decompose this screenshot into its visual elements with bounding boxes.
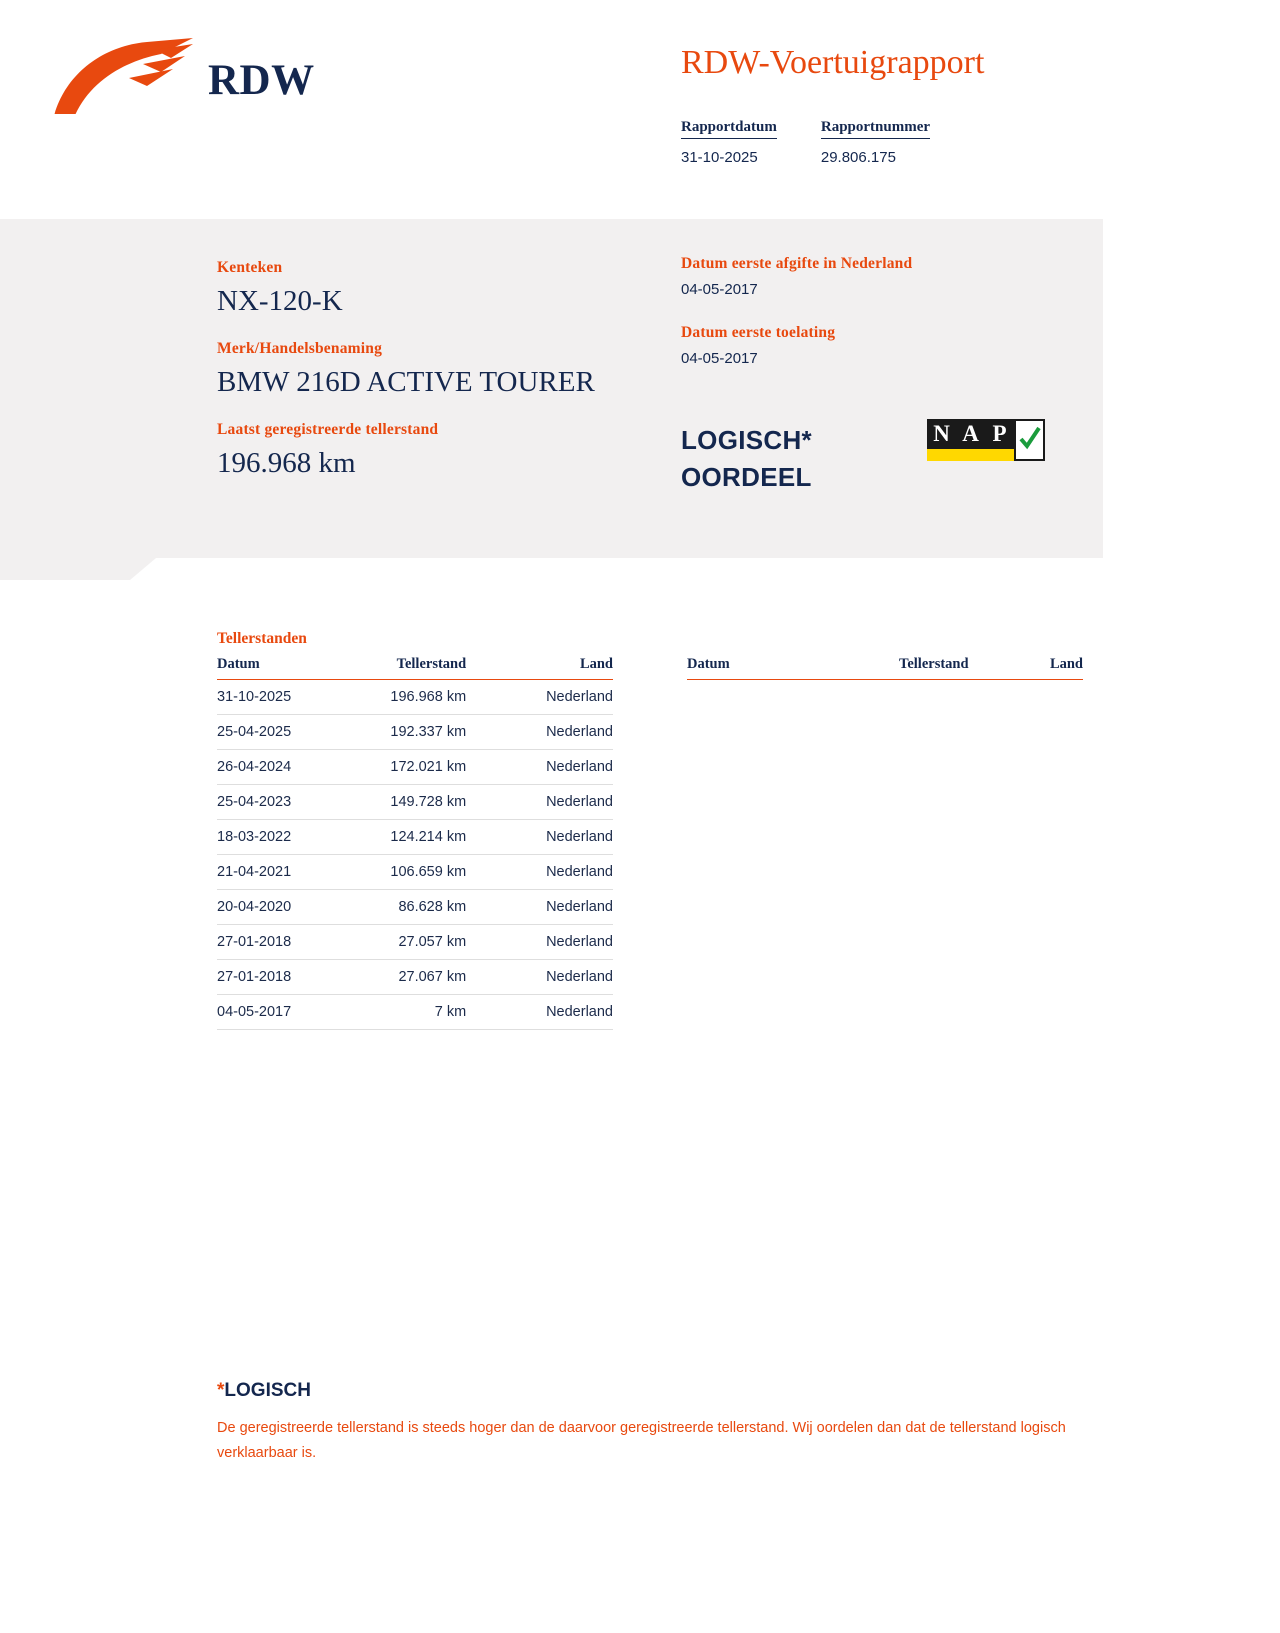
cell-tellerstand: 172.021 km xyxy=(329,750,512,785)
meta-report-number xyxy=(821,118,930,166)
cell-tellerstand: 196.968 km xyxy=(329,680,512,715)
cell-tellerstand: 106.659 km xyxy=(329,855,512,890)
footnote-section xyxy=(217,1380,1107,1467)
cell-land: Nederland xyxy=(512,785,613,820)
field-merk-label: Merk/Handelsbenaming xyxy=(217,340,383,358)
field-laatste-tellerstand-label: Laatst geregistreerde tellerstand xyxy=(217,421,439,439)
cell-tellerstand: 149.728 km xyxy=(329,785,512,820)
table-row xyxy=(217,785,613,820)
odometer-rows-left xyxy=(217,680,613,1030)
cell-datum: 25-04-2023 xyxy=(217,785,329,820)
footnote-star: * xyxy=(217,1380,225,1401)
cell-datum: 31-10-2025 xyxy=(217,680,329,715)
table-row xyxy=(217,960,613,995)
col-tellerstand: Tellerstand xyxy=(775,656,1014,680)
cell-land: Nederland xyxy=(512,820,613,855)
cell-land: Nederland xyxy=(512,750,613,785)
rdw-logo xyxy=(48,36,315,114)
nap-letter-n: N xyxy=(927,419,956,449)
cell-datum: 20-04-2020 xyxy=(217,890,329,925)
col-tellerstand: Tellerstand xyxy=(329,656,512,680)
col-land: Land xyxy=(512,656,613,680)
field-kenteken-label: Kenteken xyxy=(217,259,283,276)
col-datum: Datum xyxy=(217,656,329,680)
cell-datum: 26-04-2024 xyxy=(217,750,329,785)
table-header-row xyxy=(687,656,1083,680)
table-row xyxy=(217,820,613,855)
meta-report-date-label: Rapportdatum xyxy=(681,119,777,139)
cell-datum: 18-03-2022 xyxy=(217,820,329,855)
odometer-table-left xyxy=(217,656,613,1030)
table-header-row xyxy=(217,656,613,680)
rdw-swoosh-icon xyxy=(48,36,198,114)
rdw-logo-text: RDW xyxy=(208,57,315,104)
meta-report-date xyxy=(681,118,777,166)
report-meta xyxy=(681,118,974,166)
field-eerste-afgifte-label: Datum eerste afgifte in Nederland xyxy=(681,255,913,272)
field-eerste-toelating-value: 04-05-2017 xyxy=(681,350,758,367)
table-row xyxy=(217,855,613,890)
odometer-section xyxy=(217,630,1097,1020)
col-datum: Datum xyxy=(687,656,775,680)
cell-land: Nederland xyxy=(512,680,613,715)
panel-notch-decoration xyxy=(0,558,130,580)
cell-tellerstand: 192.337 km xyxy=(329,715,512,750)
nap-check-icon xyxy=(1019,425,1041,453)
footnote-title-text: LOGISCH xyxy=(224,1380,311,1401)
cell-land: Nederland xyxy=(512,925,613,960)
cell-tellerstand: 124.214 km xyxy=(329,820,512,855)
table-row xyxy=(217,995,613,1030)
cell-land: Nederland xyxy=(512,960,613,995)
vehicle-summary-panel xyxy=(0,219,1103,558)
page-title: RDW-Voertuigrapport xyxy=(681,44,985,81)
field-eerste-toelating-label: Datum eerste toelating xyxy=(681,324,836,341)
table-row xyxy=(217,715,613,750)
table-row xyxy=(217,680,613,715)
field-merk-value: BMW 216D ACTIVE TOURER xyxy=(217,366,595,399)
field-kenteken xyxy=(217,259,647,322)
cell-datum: 27-01-2018 xyxy=(217,960,329,995)
cell-land: Nederland xyxy=(512,715,613,750)
cell-tellerstand: 27.067 km xyxy=(329,960,512,995)
cell-datum: 27-01-2018 xyxy=(217,925,329,960)
cell-land: Nederland xyxy=(512,995,613,1030)
table-row xyxy=(217,750,613,785)
meta-report-number-value: 29.806.175 xyxy=(820,149,896,166)
field-laatste-tellerstand xyxy=(217,421,647,484)
col-land: Land xyxy=(1015,656,1083,680)
cell-tellerstand: 86.628 km xyxy=(329,890,512,925)
nap-yellow-bar xyxy=(927,449,1014,461)
cell-tellerstand: 27.057 km xyxy=(329,925,512,960)
field-eerste-afgifte xyxy=(681,255,1081,298)
field-eerste-toelating xyxy=(681,324,1081,367)
field-laatste-tellerstand-value: 196.968 km xyxy=(217,447,356,480)
cell-land: Nederland xyxy=(512,855,613,890)
cell-land: Nederland xyxy=(512,890,613,925)
cell-datum: 21-04-2021 xyxy=(217,855,329,890)
footnote-text: De geregistreerde tellerstand is steeds hoger dan de daarvoor geregistreerde tellerstand. Wij oordelen dan dat de tellerstand logisch verklaarbaar is. xyxy=(217,1420,1066,1462)
verdict-text xyxy=(681,422,812,496)
odometer-title: Tellerstanden xyxy=(217,630,307,647)
field-merk xyxy=(217,340,647,403)
footnote-title xyxy=(217,1380,1107,1402)
verdict-line-2: OORDEEL xyxy=(681,461,812,492)
field-eerste-afgifte-value: 04-05-2017 xyxy=(681,281,758,298)
page-header xyxy=(0,0,1280,215)
odometer-table-right xyxy=(687,656,1083,680)
cell-datum: 25-04-2025 xyxy=(217,715,329,750)
nap-letter-a: A xyxy=(956,419,985,449)
verdict-line-1: LOGISCH* xyxy=(681,425,812,455)
field-kenteken-value: NX-120-K xyxy=(217,285,343,317)
cell-tellerstand: 7 km xyxy=(329,995,512,1030)
table-row xyxy=(217,925,613,960)
vehicle-left-column xyxy=(217,259,647,503)
table-row xyxy=(217,890,613,925)
vehicle-right-column xyxy=(681,255,1081,393)
nap-logo xyxy=(927,419,1045,461)
meta-report-date-value: 31-10-2025 xyxy=(681,149,758,166)
cell-datum: 04-05-2017 xyxy=(217,995,329,1030)
meta-report-number-label: Rapportnummer xyxy=(821,119,930,139)
nap-letter-p: P xyxy=(985,419,1014,449)
